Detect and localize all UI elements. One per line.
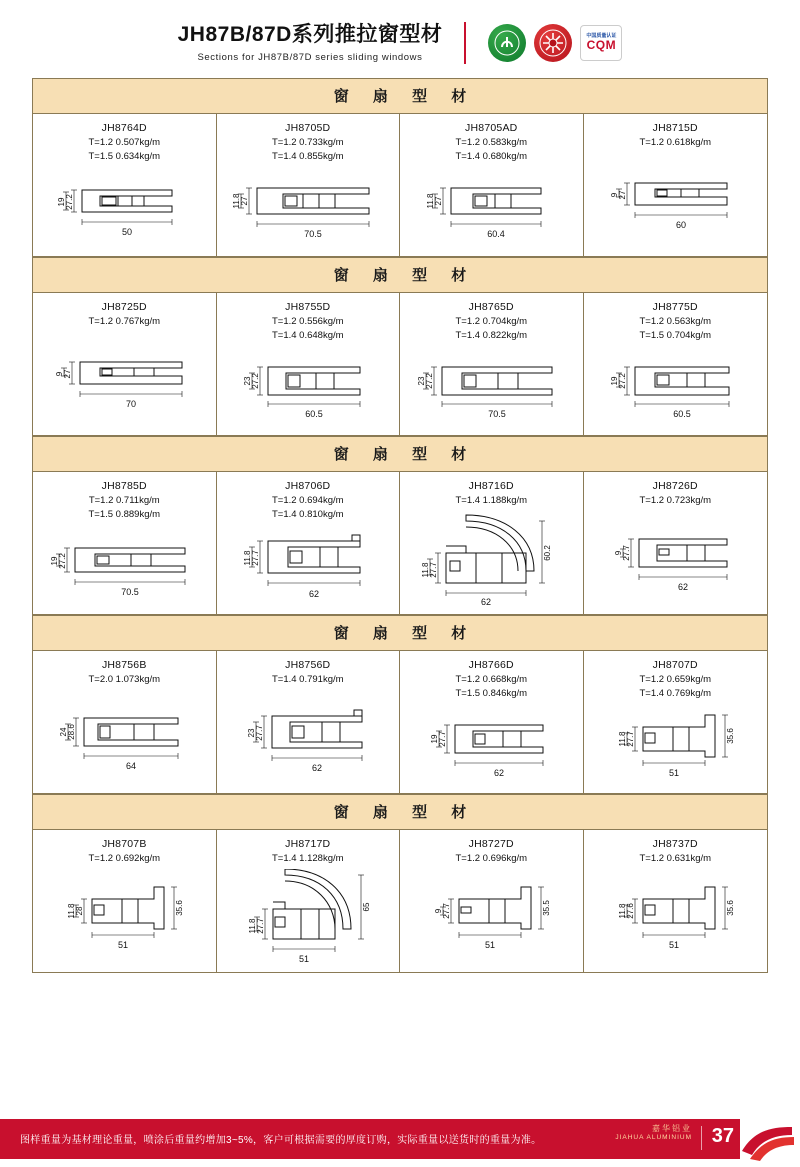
table-row — [33, 114, 767, 257]
green-certification-logo — [488, 24, 526, 62]
profile-spec: T=1.2 0.668kg/m — [455, 674, 528, 685]
profile-cell[interactable] — [584, 293, 768, 435]
profile-figure — [590, 703, 762, 787]
profile-figure — [406, 868, 577, 966]
profile-figure — [223, 166, 394, 250]
profile-figure — [223, 868, 394, 966]
svg-text:70.5: 70.5 — [488, 408, 507, 419]
svg-text:27: 27 — [434, 196, 444, 206]
profile-spec: T=1.2 0.696kg/m — [455, 853, 528, 864]
profile-code: JH8785D — [101, 480, 147, 492]
svg-text:51: 51 — [118, 939, 129, 950]
section-band: 窗 扇 型 材 — [33, 257, 767, 293]
profile-spec: T=1.5 0.889kg/m — [88, 508, 161, 520]
profile-code: JH8705AD — [465, 122, 518, 134]
profile-code: JH8756D — [285, 659, 331, 671]
profile-cell[interactable] — [400, 651, 584, 793]
profile-figure — [39, 689, 210, 787]
page-title-en: Sections for JH87B/87D series sliding windows — [197, 51, 423, 63]
profile-spec: T=1.4 0.810kg/m — [271, 508, 344, 520]
cqm-logo-main: CQM — [586, 38, 617, 53]
table-row — [33, 293, 767, 436]
red-certification-logo — [534, 24, 572, 62]
section-band: 窗 扇 型 材 — [33, 436, 767, 472]
profile-cell[interactable] — [33, 830, 217, 972]
svg-text:11.8: 11.8 — [231, 193, 241, 209]
profile-spec: T=1.2 0.694kg/m — [271, 495, 344, 506]
profile-code: JH8707D — [652, 659, 698, 671]
profile-code: JH8725D — [101, 301, 147, 313]
table-row — [33, 472, 767, 615]
brand-mark-icon — [740, 1121, 796, 1161]
profile-spec: T=1.2 0.583kg/m — [455, 137, 528, 148]
profile-figure — [223, 345, 394, 429]
svg-text:27.7: 27.7 — [622, 545, 632, 561]
profile-code: JH8755D — [285, 301, 331, 313]
svg-text:51: 51 — [669, 767, 680, 778]
profile-figure — [406, 703, 577, 787]
svg-text:28: 28 — [75, 906, 85, 916]
footer-separator — [701, 1126, 702, 1150]
svg-text:51: 51 — [299, 953, 310, 964]
svg-text:11.8: 11.8 — [242, 550, 252, 566]
svg-text:70: 70 — [125, 398, 136, 409]
page-header — [0, 0, 800, 74]
profile-figure — [590, 152, 762, 250]
profile-cell[interactable] — [584, 114, 768, 256]
cqm-logo — [580, 25, 622, 61]
svg-text:62: 62 — [308, 588, 319, 599]
profile-code: JH8727D — [468, 838, 514, 850]
profile-spec: T=1.4 1.188kg/m — [455, 495, 528, 506]
svg-text:11.8: 11.8 — [618, 903, 628, 919]
svg-text:19: 19 — [430, 734, 440, 744]
profile-spec: T=1.2 0.711kg/m — [88, 495, 160, 506]
profile-spec: T=1.2 0.733kg/m — [271, 137, 344, 148]
profile-spec: T=1.2 0.631kg/m — [639, 853, 712, 864]
profile-figure — [39, 868, 210, 966]
footer-note: 图样重量为基材理论重量，喷涂后重量约增加3~5%，客户可根据需要的厚度订购，实际重量以送货时的重量为准。 — [20, 1135, 542, 1146]
footer-swoosh-bg — [740, 1111, 800, 1167]
profile-spec: T=1.4 0.791kg/m — [271, 674, 344, 685]
profile-cell[interactable] — [217, 293, 401, 435]
svg-text:19: 19 — [57, 197, 67, 207]
profile-figure — [406, 345, 577, 429]
profile-spec: T=1.4 0.769kg/m — [639, 687, 712, 699]
svg-text:11.8: 11.8 — [618, 731, 628, 747]
profile-code: JH8764D — [101, 122, 147, 134]
header-divider — [464, 22, 466, 64]
profile-code: JH8707B — [101, 838, 147, 850]
profile-figure — [406, 510, 577, 608]
profile-spec: T=1.2 0.723kg/m — [639, 495, 712, 506]
section-band: 窗 扇 型 材 — [33, 79, 767, 114]
svg-text:62: 62 — [481, 596, 492, 605]
profile-figure — [39, 331, 210, 429]
profile-figure — [223, 524, 394, 608]
svg-text:51: 51 — [669, 939, 680, 950]
profile-figure — [590, 868, 762, 966]
profile-cell[interactable] — [217, 114, 401, 256]
svg-text:27: 27 — [62, 369, 72, 379]
svg-text:23: 23 — [417, 376, 427, 386]
svg-text:65: 65 — [362, 902, 372, 912]
profile-figure — [223, 689, 394, 787]
profile-code: JH8716D — [468, 480, 514, 492]
svg-text:11.8: 11.8 — [248, 918, 258, 934]
profile-code: JH8706D — [285, 480, 331, 492]
profile-cell[interactable] — [584, 651, 768, 793]
svg-text:19: 19 — [610, 376, 620, 386]
svg-text:35.5: 35.5 — [542, 900, 552, 916]
svg-text:62: 62 — [678, 581, 689, 592]
svg-text:50: 50 — [122, 226, 133, 237]
profile-cell[interactable] — [584, 472, 768, 614]
profile-figure — [590, 345, 762, 429]
svg-text:24: 24 — [58, 727, 68, 737]
svg-text:60.2: 60.2 — [543, 545, 553, 561]
brand-name-cn: 嘉华铝业 — [652, 1124, 692, 1133]
page-title-cn: JH87B/87D系列推拉窗型材 — [177, 23, 443, 47]
svg-text:35.6: 35.6 — [175, 900, 185, 916]
profile-spec: T=1.4 0.680kg/m — [455, 150, 528, 162]
profile-cell[interactable] — [217, 472, 401, 614]
profile-figure — [39, 524, 210, 608]
svg-text:35.6: 35.6 — [726, 900, 736, 916]
profile-code: JH8737D — [652, 838, 698, 850]
profile-code: JH8705D — [285, 122, 331, 134]
svg-text:27.7: 27.7 — [254, 725, 264, 741]
profile-figure — [39, 166, 210, 250]
profile-spec: T=2.0 1.073kg/m — [88, 674, 161, 685]
svg-text:9: 9 — [610, 192, 620, 198]
svg-text:60: 60 — [676, 219, 687, 230]
profile-code: JH8765D — [468, 301, 514, 313]
svg-text:27.7: 27.7 — [626, 730, 636, 747]
svg-text:27: 27 — [618, 190, 628, 200]
profile-figure — [406, 166, 577, 250]
section-band: 窗 扇 型 材 — [33, 615, 767, 651]
svg-text:35.6: 35.6 — [726, 727, 736, 744]
svg-text:62: 62 — [311, 762, 322, 773]
svg-text:27.7: 27.7 — [429, 562, 439, 578]
svg-text:27.2: 27.2 — [58, 552, 68, 569]
title-block — [178, 23, 443, 62]
profile-spec: T=1.2 0.618kg/m — [639, 137, 712, 148]
svg-text:27.2: 27.2 — [425, 372, 435, 389]
table-row — [33, 830, 767, 972]
brand-name-en: JIAHUA ALUMINIUM — [615, 1133, 692, 1141]
svg-text:9: 9 — [434, 908, 444, 914]
svg-text:62: 62 — [494, 767, 505, 778]
profile-cell[interactable] — [584, 830, 768, 972]
profile-spec: T=1.2 0.767kg/m — [88, 316, 161, 327]
svg-text:27.2: 27.2 — [618, 372, 628, 389]
svg-text:27.2: 27.2 — [250, 372, 260, 389]
profile-code: JH8726D — [652, 480, 698, 492]
profile-code: JH8715D — [652, 122, 698, 134]
section-band: 窗 扇 型 材 — [33, 794, 767, 830]
profile-cell[interactable] — [217, 830, 401, 972]
svg-text:27: 27 — [239, 196, 249, 206]
profile-spec: T=1.4 0.822kg/m — [455, 329, 528, 341]
profile-spec: T=1.5 0.846kg/m — [455, 687, 528, 699]
page-number: 37 — [711, 1125, 734, 1147]
svg-text:28.6: 28.6 — [66, 724, 76, 740]
profile-spec: T=1.5 0.704kg/m — [639, 329, 712, 341]
profiles-table — [32, 78, 768, 973]
profile-cell[interactable] — [400, 472, 584, 614]
footer-brand — [615, 1125, 692, 1141]
svg-text:60.5: 60.5 — [673, 408, 692, 419]
svg-text:27.7: 27.7 — [438, 730, 448, 747]
profile-spec: T=1.2 0.556kg/m — [271, 316, 344, 327]
svg-text:27.2: 27.2 — [65, 193, 75, 210]
profile-code: JH8766D — [468, 659, 514, 671]
svg-text:11.8: 11.8 — [421, 562, 431, 578]
header-inner — [178, 22, 623, 64]
profile-spec: T=1.2 0.659kg/m — [639, 674, 712, 685]
svg-text:64: 64 — [125, 760, 136, 771]
svg-text:11.8: 11.8 — [67, 903, 77, 919]
profile-figure — [590, 510, 762, 608]
svg-text:11.8: 11.8 — [426, 193, 436, 209]
profile-code: JH8756B — [101, 659, 147, 671]
svg-text:9: 9 — [54, 371, 64, 377]
svg-text:27.7: 27.7 — [442, 903, 452, 919]
svg-text:27.6: 27.6 — [626, 903, 636, 919]
profile-spec: T=1.2 0.563kg/m — [639, 316, 712, 327]
profile-spec: T=1.2 0.704kg/m — [455, 316, 528, 327]
profile-spec: T=1.4 0.855kg/m — [271, 150, 344, 162]
profile-spec: T=1.5 0.634kg/m — [88, 150, 161, 162]
profile-cell[interactable] — [33, 114, 217, 256]
profile-code: JH8775D — [652, 301, 698, 313]
profile-cell[interactable] — [33, 651, 217, 793]
table-row — [33, 651, 767, 794]
profile-cell[interactable] — [33, 293, 217, 435]
svg-text:51: 51 — [485, 939, 496, 950]
profile-spec: T=1.4 1.128kg/m — [271, 853, 344, 864]
svg-text:23: 23 — [242, 376, 252, 386]
profile-code: JH8717D — [285, 838, 331, 850]
svg-text:60.4: 60.4 — [487, 228, 506, 239]
profile-cell[interactable] — [400, 293, 584, 435]
profile-cell[interactable] — [400, 830, 584, 972]
profile-cell[interactable] — [400, 114, 584, 256]
profile-cell[interactable] — [217, 651, 401, 793]
svg-text:23: 23 — [246, 728, 256, 738]
svg-text:70.5: 70.5 — [303, 228, 322, 239]
svg-text:27.7: 27.7 — [256, 918, 266, 934]
profile-spec: T=1.4 0.648kg/m — [271, 329, 344, 341]
svg-text:19: 19 — [50, 556, 60, 566]
page-footer — [0, 1111, 800, 1167]
certification-logos — [488, 24, 622, 62]
svg-text:60.5: 60.5 — [304, 408, 323, 419]
svg-text:27.7: 27.7 — [250, 549, 260, 566]
svg-text:70.5: 70.5 — [121, 586, 140, 597]
cqm-logo-top: 中国质量认证 — [586, 33, 617, 40]
svg-text:9: 9 — [614, 550, 624, 556]
profile-spec: T=1.2 0.692kg/m — [88, 853, 161, 864]
profile-cell[interactable] — [33, 472, 217, 614]
profile-spec: T=1.2 0.507kg/m — [88, 137, 161, 148]
